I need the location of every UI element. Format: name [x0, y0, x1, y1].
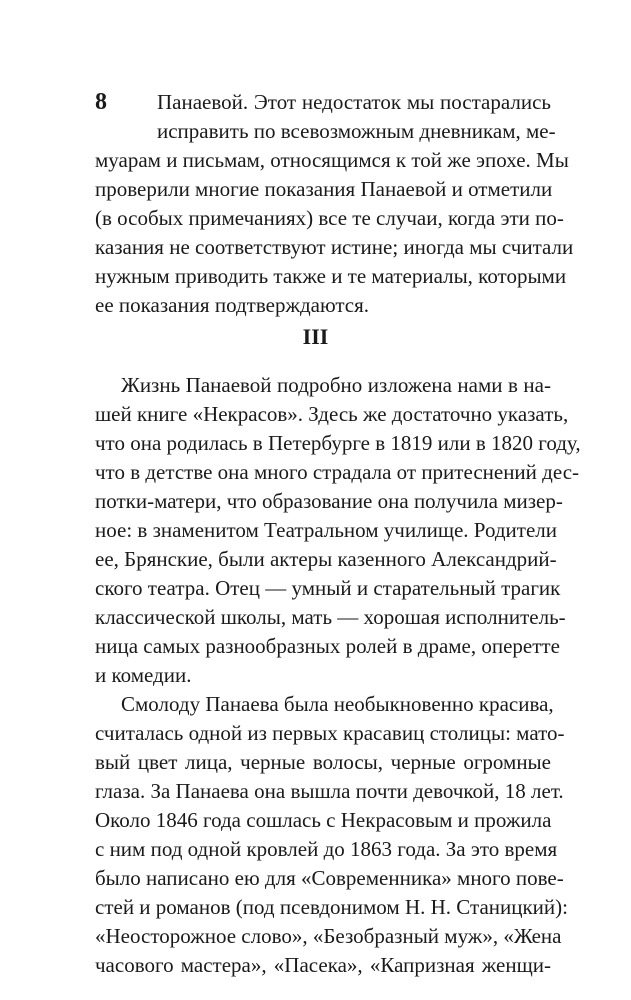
intro-line-6: казания не соответствуют истине; иногда мы считали: [95, 235, 574, 259]
paragraph2-line-10: часового мастера», «Пасека», «Капризная женщи-: [95, 953, 551, 977]
intro-line-2: исправить по всевозможным дневникам, ме-: [157, 119, 556, 143]
paragraph2-line-2: считалась одной из первых красавиц столицы: мато-: [95, 721, 565, 745]
intro-line-4: проверили многие показания Панаевой и отметили: [95, 177, 553, 201]
intro-line-8: ее показания подтверждаются.: [95, 293, 370, 317]
paragraph2-line-7: было написано ею для «Современника» много пове-: [95, 866, 564, 890]
paragraph1-line-1: Жизнь Панаевой подробно изложена нами в на-: [121, 373, 551, 397]
paragraph2-line-9: «Неосторожное слово», «Безобразный муж», «Жена: [95, 924, 562, 948]
intro-line-3: муарам и письмам, относящимся к той же эпохе. Мы: [95, 148, 569, 172]
paragraph1-line-4: что в детстве она много страдала от притеснений дес-: [95, 460, 580, 484]
paragraph-biography: [95, 371, 581, 690]
paragraph1-line-8: ского театра. Отец — умный и старательный трагик: [95, 576, 561, 600]
intro-line-5: (в особых примечаниях) все те случаи, когда эти по-: [95, 206, 564, 230]
paragraph1-line-10: ница самых разнообразных ролей в драме, оперетте: [95, 634, 560, 658]
page-number: 8: [95, 89, 107, 115]
paragraph2-line-5: Около 1846 года сошлась с Некрасовым и прожила: [95, 808, 552, 832]
intro-line-1: Панаевой. Этот недостаток мы постарались: [157, 90, 551, 114]
section-heading: III: [302, 324, 329, 349]
paragraph1-line-11: и комедии.: [95, 663, 192, 687]
paragraph1-line-3: что она родилась в Петербурге в 1819 или в 1820 году,: [95, 431, 581, 455]
intro-paragraph: [95, 88, 574, 320]
paragraph1-line-7: ее, Брянские, были актеры казенного Александрий-: [95, 547, 557, 571]
paragraph2-line-4: глаза. За Панаева она вышла почти девочкой, 18 лет.: [95, 779, 564, 803]
paragraph1-line-9: классической школы, мать — хорошая исполнитель-: [95, 605, 566, 629]
paragraph2-line-8: стей и романов (под псевдонимом Н. Н. Станицкий):: [95, 895, 568, 919]
paragraph1-line-5: потки-матери, что образование она получила мизер-: [95, 489, 563, 513]
paragraph2-line-3: вый цвет лица, черные волосы, черные огромные: [95, 750, 551, 774]
paragraph1-line-6: ное: в знаменитом Театральном училище. Родители: [95, 518, 557, 542]
paragraph2-line-6: с ним под одной кровлей до 1863 года. За это время: [95, 837, 558, 861]
intro-line-7: нужным приводить также и те материалы, которыми: [95, 264, 567, 288]
paragraph-youth: [95, 690, 568, 980]
paragraph2-line-1: Смолоду Панаева была необыкновенно красива,: [121, 692, 554, 716]
paragraph1-line-2: шей книге «Некрасов». Здесь же достаточно указать,: [95, 402, 569, 426]
